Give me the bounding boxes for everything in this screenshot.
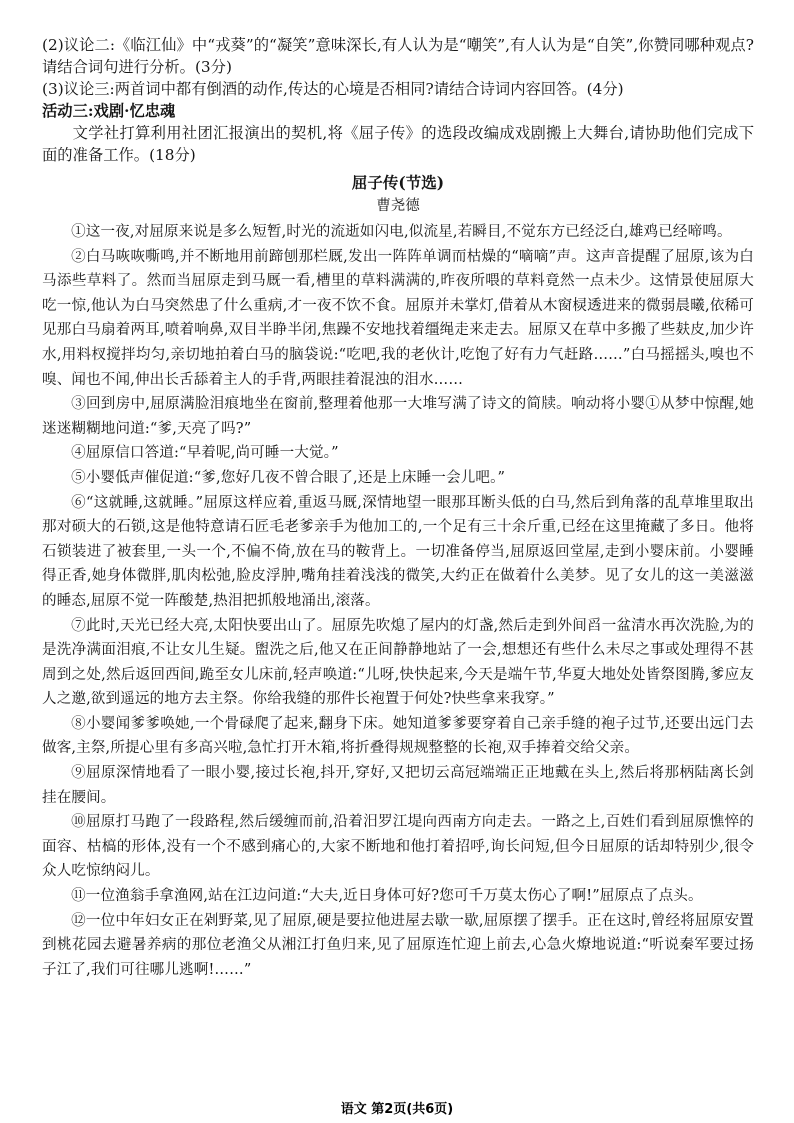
question-2: (2)议论二:《临江仙》中“戎葵”的“凝笑”意味深长,有人认为是“嘲笑”,有人认为是“自笑”,你赞同哪种观点?请结合词句进行分析。(3分) [42, 36, 754, 76]
passage-paragraph-2: ②白马咴咴嘶鸣,并不断地用前蹄刨那栏厩,发出一阵阵单调而枯燥的“嘀嘀”声。这声音提醒了屈原,该为白马添些草料了。然而当屈原走到马厩一看,槽里的草料满满的,昨夜所喂的草料竟然一点未少。这情景使屈原大吃一惊,他认为白马突然患了什么重病,才一夜不饮不食。屈原并未掌灯,借着从木窗棂透进来的微弱晨曦,依稀可见那白马扇着两耳,喷着响鼻,双目半睁半闭,焦躁不安地找着缰绳走来走去。屈原又在草中多搬了些麸皮,加少许水,用料杈搅拌均匀,亲切地拍着白马的脑袋说:“吃吧,我的老伙计,吃饱了好有力气赶路……”白马摇摇头,嗅也不嗅、闻也不闻,伸出长舌舔着主人的手背,两眼挂着混浊的泪水…… [42, 247, 754, 388]
page-footer: 语文 第2页(共6页) [340, 1102, 454, 1117]
passage-paragraph-4: ④屈原信口答道:“早着呢,尚可睡一大觉。” [71, 444, 339, 462]
passage-paragraph-7: ⑦此时,天光已经大亮,太阳快要出山了。屈原先吹熄了屋内的灯盏,然后走到外间舀一盆清水再次洗脸,为的是洗净满面泪痕,不让女儿生疑。盥洗之后,他又在正间静静地站了一会,想想还有些什么未尽之事或处理得不甚周到之处,然后返回西间,跪至女儿床前,轻声唤道:“儿呀,快快起来,今天是端午节,华夏大地处处皆祭图腾,爹应友人之邀,欲到遥远的地方去主祭。你给我缝的那件长袍置于何处?快些拿来我穿。” [42, 616, 754, 708]
passage-paragraph-10: ⑩屈原打马跑了一段路程,然后缓缠而前,沿着汨罗江堤向西南方向走去。一路之上,百姓们看到屈原憔悴的面容、枯槁的形体,没有一个不感到痛心的,大家不断地和他打着招呼,询长问短,但今日屈原的话却特别少,很令众人吃惊纳闷儿。 [42, 813, 754, 880]
passage-paragraph-8: ⑧小婴闻爹爹唤她,一个骨碌爬了起来,翻身下床。她知道爹爹要穿着自己亲手缝的袍子过节,还要出远门去做客,主祭,所提心里有多高兴啦,急忙打开木箱,将折叠得规规整整的长袍,双手捧着交给父亲。 [42, 714, 754, 757]
passage-paragraph-9: ⑨屈原深情地看了一眼小婴,接过长袍,抖开,穿好,又把切云高冠端端正正地戴在头上,然后将那柄陆离长剑挂在腰间。 [42, 764, 754, 806]
activity-intro: 文学社打算利用社团汇报演出的契机,将《屈子传》的选段改编成戏剧搬上大舞台,请协助他们完成下面的准备工作。(18分) [42, 124, 754, 164]
passage-title: 屈子传(节选) [351, 173, 445, 192]
passage-author: 曹尧德 [376, 198, 420, 214]
activity-heading: 活动三:戏剧·忆忠魂 [42, 102, 176, 120]
question-3: (3)议论三:两首词中都有倒酒的动作,传达的心境是否相同?请结合诗词内容回答。(4分) [42, 80, 624, 98]
passage-paragraph-6: ⑥“这就睡,这就睡。”屈原这样应着,重返马厩,深情地望一眼那耳断头低的白马,然后到角落的乱草堆里取出那对硕大的石锁,这是他特意请石匠毛老爹亲手为他加工的,一个足有三十余斤重,已经在这里掩藏了多日。他将石锁装进了被套里,一头一个,不偏不倚,放在马的鞍背上。一切准备停当,屈原返回堂屋,走到小婴床前。小婴睡得正香,她身体微胖,肌肉松弛,脸皮浮肿,嘴角挂着浅浅的微笑,大约正在做着什么美梦。见了女儿的这一美滋滋的睡态,屈原不觉一阵酸楚,热泪把抓般地涌出,滚落。 [42, 493, 754, 609]
passage-paragraph-1: ①这一夜,对屈原来说是多么短暂,时光的流逝如闪电,似流星,若瞬目,不觉东方已经泛白,雄鸡已经啼鸣。 [71, 223, 732, 240]
passage-paragraph-12: ⑫一位中年妇女正在剁野菜,见了屈原,硬是要拉他进屋去歇一歇,屈原摆了摆手。正在这时,曾经将屈原安置到桃花园去避暑养病的那位老渔父从湘江打鱼归来,见了屈原连忙迎上前去,心急火燎地说道:“听说秦军要过扬子江了,我们可往哪儿逃啊!……” [42, 911, 754, 978]
passage-paragraph-3: ③回到房中,屈原满脸泪痕地坐在窗前,整理着他那一大堆写满了诗文的简牍。响动将小婴①从梦中惊醒,她迷迷糊糊地问道:“爹,天亮了吗?” [42, 395, 754, 437]
passage-paragraph-11: ⑪一位渔翁手拿渔网,站在江边问道:“大夫,近日身体可好?您可千万莫太伤心了啊!”屈原点了点头。 [71, 887, 703, 905]
passage-paragraph-5: ⑤小婴低声催促道:“爹,您好几夜不曾合眼了,还是上床睡一会儿吧。” [71, 468, 506, 486]
